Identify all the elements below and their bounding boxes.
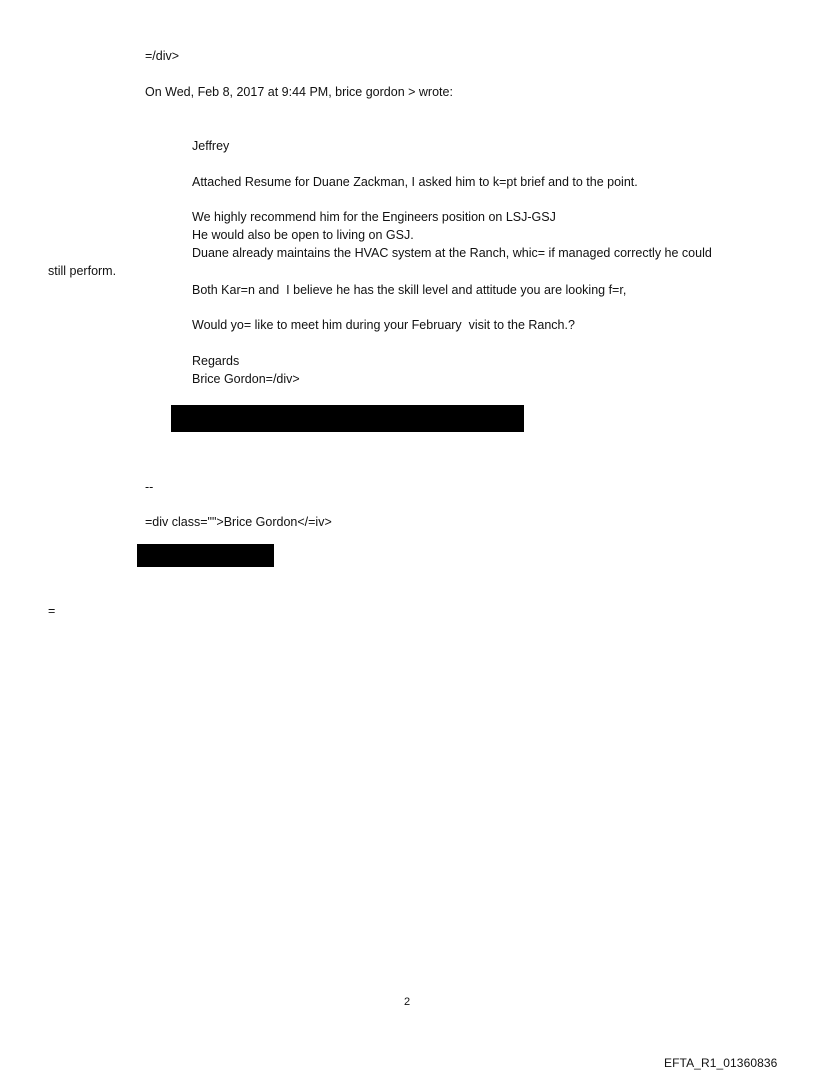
body-line-living: He would also be open to living on GSJ.: [192, 228, 414, 242]
document-id: EFTA_R1_01360836: [664, 1056, 778, 1070]
signature-div-line: =div class="">Brice Gordon</=iv>: [145, 515, 332, 529]
body-line-hvac: Duane already maintains the HVAC system at the Ranch, whic= if managed correctly he could: [192, 246, 712, 260]
page-number: 2: [404, 996, 411, 1008]
body-line-wrap: still perform.: [48, 264, 117, 278]
body-paragraph-skill: Both Kar=n and I believe he has the skill level and attitude you are looking f=r,: [192, 283, 627, 297]
body-paragraph-resume: Attached Resume for Duane Zackman, I asked him to k=pt brief and to the point.: [192, 175, 638, 189]
closing: Regards: [192, 354, 240, 368]
trailing-equals: =: [48, 604, 56, 618]
body-paragraph-meet: Would yo= like to meet him during your February visit to the Ranch.?: [192, 318, 575, 332]
signature-separator: --: [145, 480, 154, 494]
redaction-block: [171, 405, 524, 432]
signature-name: Brice Gordon=/div>: [192, 372, 300, 386]
div-close-line: =/div>: [145, 49, 180, 63]
salutation: Jeffrey: [192, 139, 230, 153]
body-line-recommend: We highly recommend him for the Engineers position on LSJ-GSJ: [192, 210, 556, 224]
quote-header: On Wed, Feb 8, 2017 at 9:44 PM, brice gordon > wrote:: [145, 85, 453, 99]
redaction-block: [137, 544, 274, 567]
